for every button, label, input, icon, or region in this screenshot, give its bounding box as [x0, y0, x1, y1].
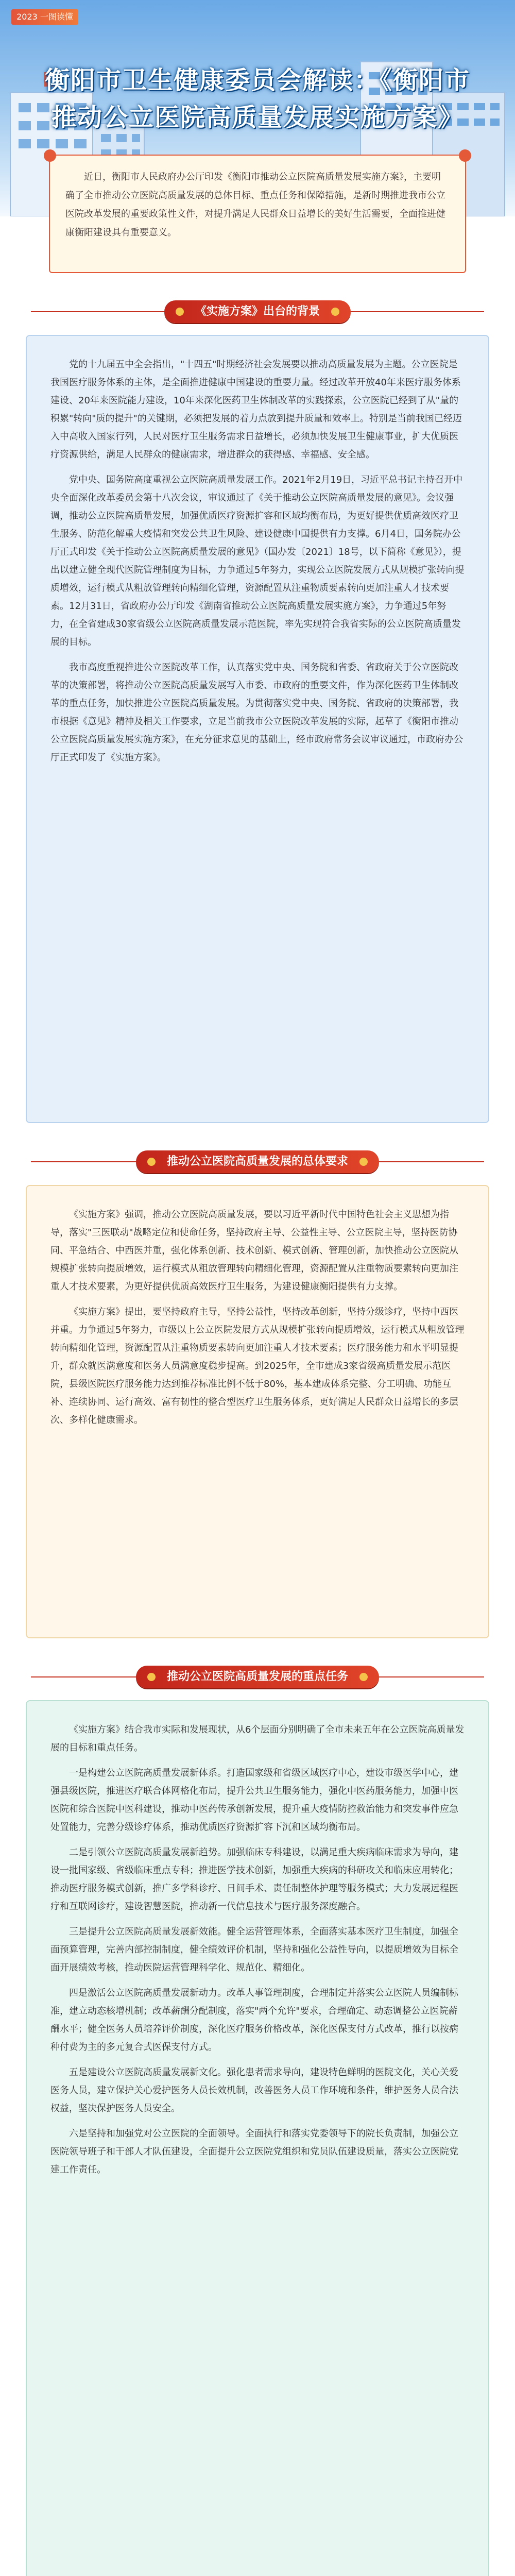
paragraph: 《实施方案》结合我市实际和发展现状，从6个层面分别明确了全市未来五年在公立医院高质量发展的目标和重点任务。 — [50, 1724, 465, 1753]
intro-box: 近日，衡阳市人民政府办公厅印发《衡阳市推动公立医院高质量发展实施方案》，主要明确了全市推动公立医院高质量发展的总体目标、重点任务和保障措施，是新时期推进我市公立医院改革发展的重要政策性文件，对提升满足人民群众日益增长的美好生活需要，全面推进健康衡阳建设具有重要意义。 — [49, 155, 466, 273]
section-header-tasks — [0, 1662, 515, 1692]
paragraph: 二是引领公立医院高质量发展新趋势。加强临床专科建设，以满足重大疾病临床需求为导向，建设一批国家级、省级临床重点专科；推进医学技术创新，加强重大疾病的科研攻关和临床应用转化；推动医疗服务模式创新，推广多学科诊疗、日间手术、责任制整体护理等服务模式；大力发展远程医疗和互联网诊疗，建设智慧医院，推动新一代信息技术与医疗服务深度融合。 — [50, 1847, 458, 1912]
section-title-tasks: 推动公立医院高质量发展的重点任务 — [136, 1666, 379, 1688]
section-header-requirements — [0, 1146, 515, 1177]
section-panel-tasks — [26, 1700, 489, 2576]
page-title — [0, 62, 515, 136]
series-badge: 2023 一图读懂 — [11, 9, 78, 25]
paragraph: 五是建设公立医院高质量发展新文化。强化患者需求导向，建设特色鲜明的医院文化，关心关爱医务人员，建立保护关心爱护医务人员长效机制，改善医务人员工作环境和条件，维护医务人员合法权益，坚决保护医务人员安全。 — [50, 2067, 458, 2114]
paragraph: 四是激活公立医院高质量发展新动力。改革人事管理制度，合理制定并落实公立医院人员编制标准，建立动态核增机制；改革薪酬分配制度，落实"两个允许"要求，合理确定、动态调整公立医院薪酬水平；健全医务人员培养评价制度，深化医疗服务价格改革，深化医保支付方式改革，推行以按病种付费为主的多元复合式医保支付方式。 — [50, 1988, 458, 2053]
paragraph: 一是构建公立医院高质量发展新体系。打造国家级和省级区域医疗中心，建设市级医学中心，建强县级医院，推进医疗联合体网格化布局，提升公共卫生服务能力，强化中医药服务能力，加强中医医院和综合医院中医科建设，推动中医药传承创新发展，提升重大疫情防控救治能力和突发事件应急处置能力，完善分级诊疗体系，推动优质医疗资源扩容下沉和区域均衡布局。 — [50, 1768, 458, 1833]
section-title-requirements: 推动公立医院高质量发展的总体要求 — [136, 1150, 379, 1173]
paragraph: 党中央、国务院高度重视公立医院高质量发展工作。2021年2月19日，习近平总书记主持召开中央全面深化改革委员会第十八次会议，审议通过了《关于推动公立医院高质量发展的意见》。会议强调，推动公立医院高质量发展，加强优质医疗资源扩容和区域均衡布局，为更好提供优质高效医疗卫生服务、防范化解重大疫情和突发公共卫生风险、建设健康中国提供有力支撑。6月4日，国务院办公厅正式印发《关于推动公立医院高质量发展的意见》（国办发〔2021〕18号，以下简称《意见》），提出以建立健全现代医院管理制度为目标，力争通过5年努力，实现公立医院发展方式从规模扩张转向提质增效，运行模式从粗放管理转向精细化管理，资源配置从注重物质要素转向更加注重人才技术要素。12月31日，省政府办公厅印发《湖南省推动公立医院高质量发展实施方案》，力争通过5年努力，在全省建成30家省级公立医院高质量发展示范医院，率先实现符合我省实际的公立医院高质量发展的目标。 — [50, 474, 465, 648]
paragraph: 《实施方案》强调，推动公立医院高质量发展，要以习近平新时代中国特色社会主义思想为指导，落实"三医联动"战略定位和使命任务，坚持政府主导、公益性主导、公立医院主导，坚持医防协同、平急结合、中西医并重，强化体系创新、技术创新、模式创新、管理创新，加快推动公立医院从规模扩张转向提质增效，运行模式从粗放管理转向精细化管理，资源配置从注重物质要素转向更加注重人才技术要素，为更好提供优质高效医疗卫生服务，为建设健康衡阳提供有力支撑。 — [50, 1209, 458, 1292]
section-panel-background — [26, 335, 489, 1123]
page-title-line-2: 推动公立医院高质量发展实施方案》 — [51, 103, 464, 132]
paragraph: 我市高度重视推进公立医院改革工作，认真落实党中央、国务院和省委、省政府关于公立医院改革的决策部署，将推动公立医院高质量发展写入市委、市政府的重要文件，作为深化医药卫生体制改革的重点任务，加快推进公立医院高质量发展。为贯彻落实党中央、国务院、省政府的决策部署，我市根据《意见》精神及相关工作要求，立足当前我市公立医院改革发展的实际，起草了《衡阳市推动公立医院高质量发展实施方案》，在充分征求意见的基础上，经市政府常务会议审议通过，市政府办公厅正式印发了《实施方案》。 — [50, 662, 463, 763]
paragraph: 《实施方案》提出，要坚持政府主导，坚持公益性，坚持改革创新，坚持分级诊疗，坚持中西医并重。力争通过5年努力，市级以上公立医院发展方式从规模扩张转向提质增效，运行模式从粗放管理转向精细化管理，资源配置从注重物质要素转向更加注重人才技术要素；医疗服务能力和水平明显提升，群众就医满意度和医务人员满意度稳步提高。到2025年，全市建成3家省级高质量发展示范医院，县级医院医疗服务能力达到推荐标准比例不低于80%，基本建成体系完整、分工明确、功能互补、连续协同、运行高效、富有韧性的整合型医疗卫生服务体系，更好满足人民群众日益增长的多层次、多样化健康需求。 — [50, 1307, 465, 1426]
section-header-background — [0, 296, 515, 327]
section-panel-requirements — [26, 1185, 489, 1638]
paragraph: 六是坚持和加强党对公立医院的全面领导。全面执行和落实党委领导下的院长负责制，加强公立医院领导班子和干部人才队伍建设，全面提升公立医院党组织和党员队伍建设质量，落实公立医院党建工作责任。 — [50, 2128, 458, 2175]
section-title-background: 《实施方案》出台的背景 — [164, 300, 351, 323]
paragraph: 党的十九届五中全会指出，"十四五"时期经济社会发展要以推动高质量发展为主题。公立医院是我国医疗服务体系的主体，是全面推进健康中国建设的重要力量。经过改革开放40年来医疗服务体系建设、20年来医院能力建设，10年来深化医药卫生体制改革的实践探索，公立医院已经到了从"量的积累"转向"质的提升"的关键期，必须把发展的着力点放到提升质量和效率上。特别是当前我国已经迈入中高收入国家行列，人民对医疗卫生服务需求日益增长，必须加快发展卫生健康事业，扩大优质医疗资源供给，满足人民群众的健康需求，增进群众的获得感、幸福感、安全感。 — [50, 359, 462, 460]
page-title-line-1: 衡阳市卫生健康委员会解读：《衡阳市 — [44, 66, 470, 95]
paragraph: 三是提升公立医院高质量发展新效能。健全运营管理体系，全面落实基本医疗卫生制度，加强全面预算管理，完善内部控制制度，健全绩效评价机制，坚持和强化公益性导向，以提质增效为目标全面开展绩效考核，推动医院运营管理科学化、规范化、精细化。 — [50, 1926, 458, 1973]
